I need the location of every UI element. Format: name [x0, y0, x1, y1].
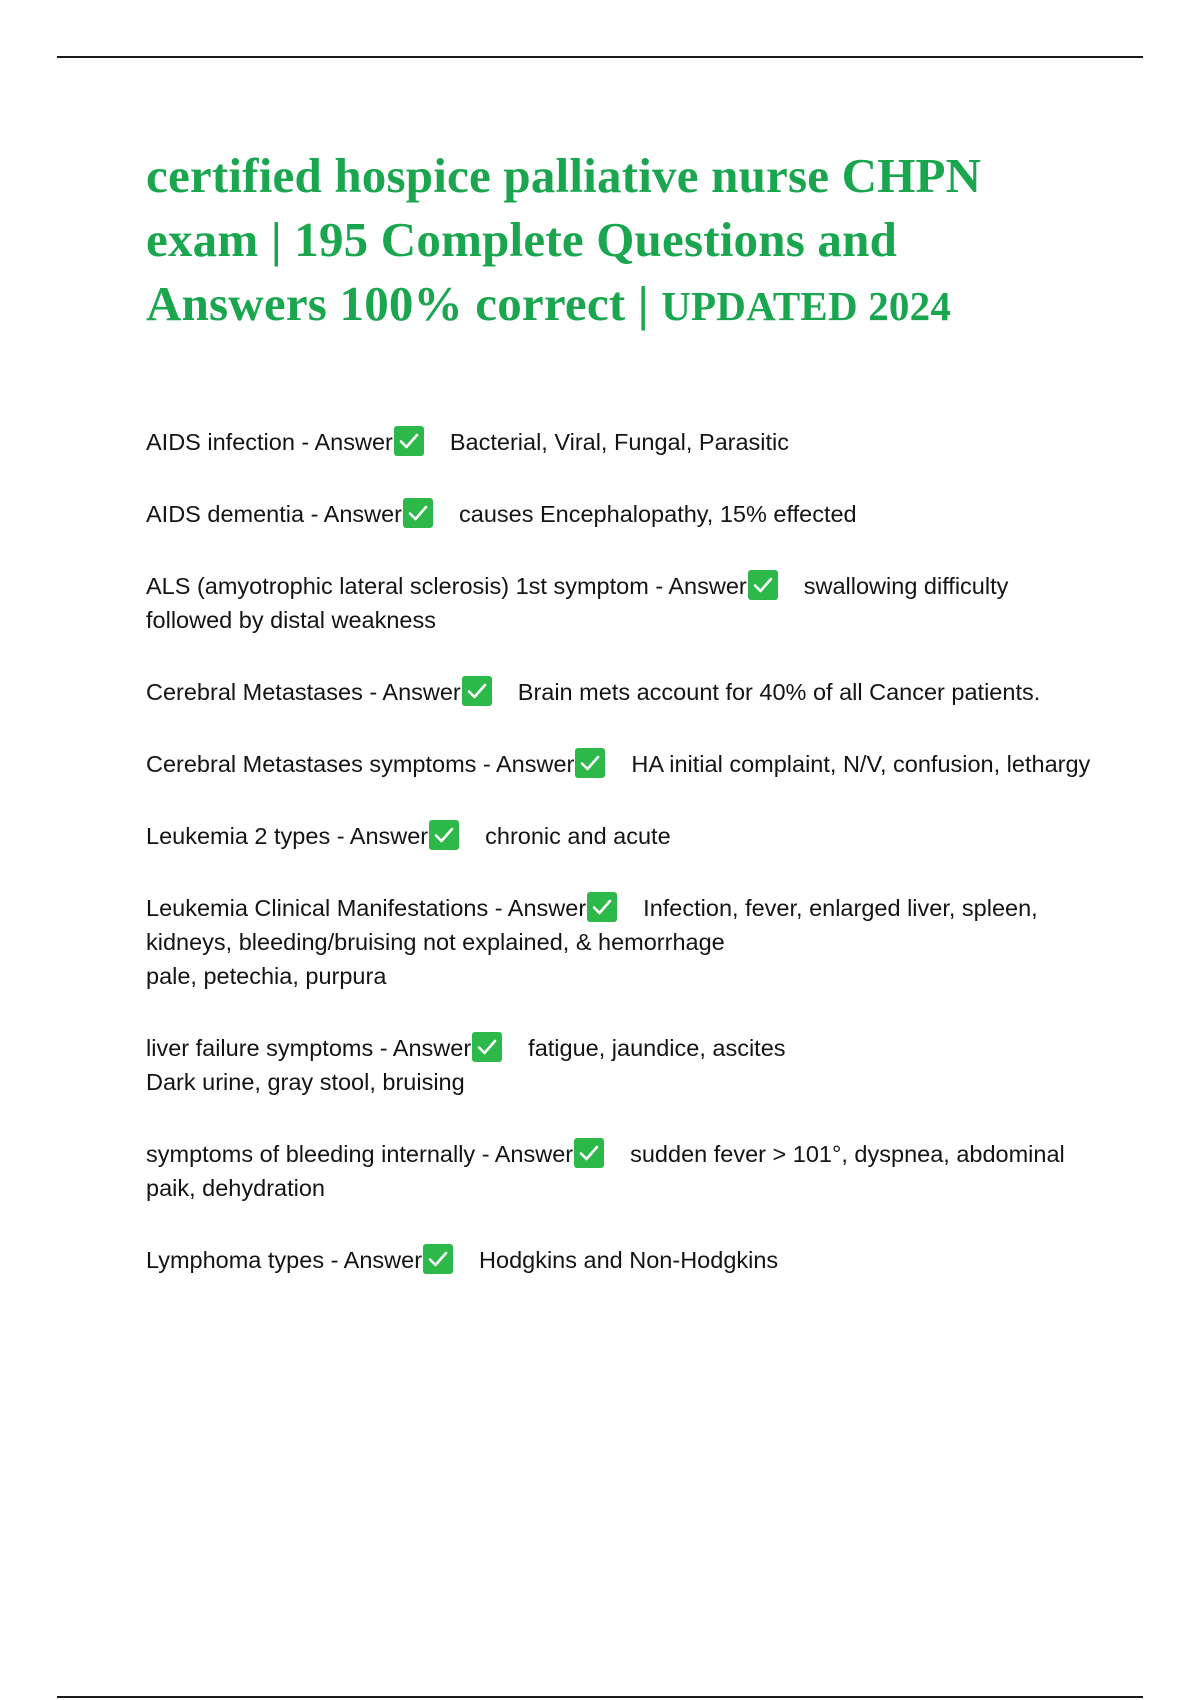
answer-text-continued: Dark urine, gray stool, bruising [146, 1069, 465, 1095]
qa-item [146, 1031, 1096, 1099]
qa-item [146, 425, 1096, 459]
answer-text: causes Encephalopathy, 15% effected [459, 501, 857, 527]
question-text: Leukemia 2 types - Answer [146, 823, 429, 849]
check-mark-icon [462, 676, 492, 706]
question-text: liver failure symptoms - Answer [146, 1035, 472, 1061]
qa-item [146, 1243, 1096, 1277]
answer-text: sudden fever > 101°, dyspnea, abdominal paik, dehydration [146, 1141, 1065, 1201]
qa-item [146, 891, 1096, 993]
answer-text: Bacterial, Viral, Fungal, Parasitic [449, 429, 790, 455]
qa-item [146, 1137, 1096, 1205]
check-mark-icon [394, 426, 424, 456]
bottom-rule [57, 1696, 1143, 1698]
question-text: AIDS infection - Answer [146, 429, 393, 455]
check-mark-icon [574, 1138, 604, 1168]
check-mark-icon [403, 498, 433, 528]
qa-item [146, 569, 1096, 637]
answer-text: Hodgkins and Non-Hodgkins [479, 1247, 779, 1273]
question-text: symptoms of bleeding internally - Answer [146, 1141, 574, 1167]
check-mark-icon [429, 820, 459, 850]
check-mark-icon [423, 1244, 453, 1274]
question-text: Leukemia Clinical Manifestations - Answer [146, 895, 587, 921]
answer-text-continued: pale, petechia, purpura [146, 963, 387, 989]
answer-text: swallowing difficulty followed by distal weakness [146, 573, 1009, 633]
answer-text: HA initial complaint, N/V, confusion, lethargy [631, 751, 1091, 777]
question-text: Cerebral Metastases symptoms - Answer [146, 751, 575, 777]
answer-text: fatigue, jaundice, ascites [528, 1035, 786, 1061]
check-mark-icon [748, 570, 778, 600]
top-rule [57, 56, 1143, 58]
qa-item [146, 819, 1096, 853]
answer-text: chronic and acute [485, 823, 671, 849]
qa-item [146, 747, 1096, 781]
question-text: AIDS dementia - Answer [146, 501, 402, 527]
qa-item [146, 497, 1096, 531]
question-text: Lymphoma types - Answer [146, 1247, 423, 1273]
check-mark-icon [472, 1032, 502, 1062]
qa-item [146, 675, 1096, 709]
qa-list [146, 425, 1096, 1315]
check-mark-icon [587, 892, 617, 922]
title-main: certified hospice palliative nurse CHPN exam | 195 Complete Questions and Answers 100% correct | [146, 148, 982, 331]
question-text: ALS (amyotrophic lateral sclerosis) 1st symptom - Answer [146, 573, 747, 599]
question-text: Cerebral Metastases - Answer [146, 679, 461, 705]
document-title [146, 144, 1086, 338]
answer-text: Brain mets account for 40% of all Cancer patients. [517, 679, 1041, 705]
answer-text: Infection, fever, enlarged liver, spleen, kidneys, bleeding/bruising not explained, & hemorrhage [146, 895, 1038, 955]
check-mark-icon [575, 748, 605, 778]
title-updated: UPDATED 2024 [661, 283, 952, 329]
